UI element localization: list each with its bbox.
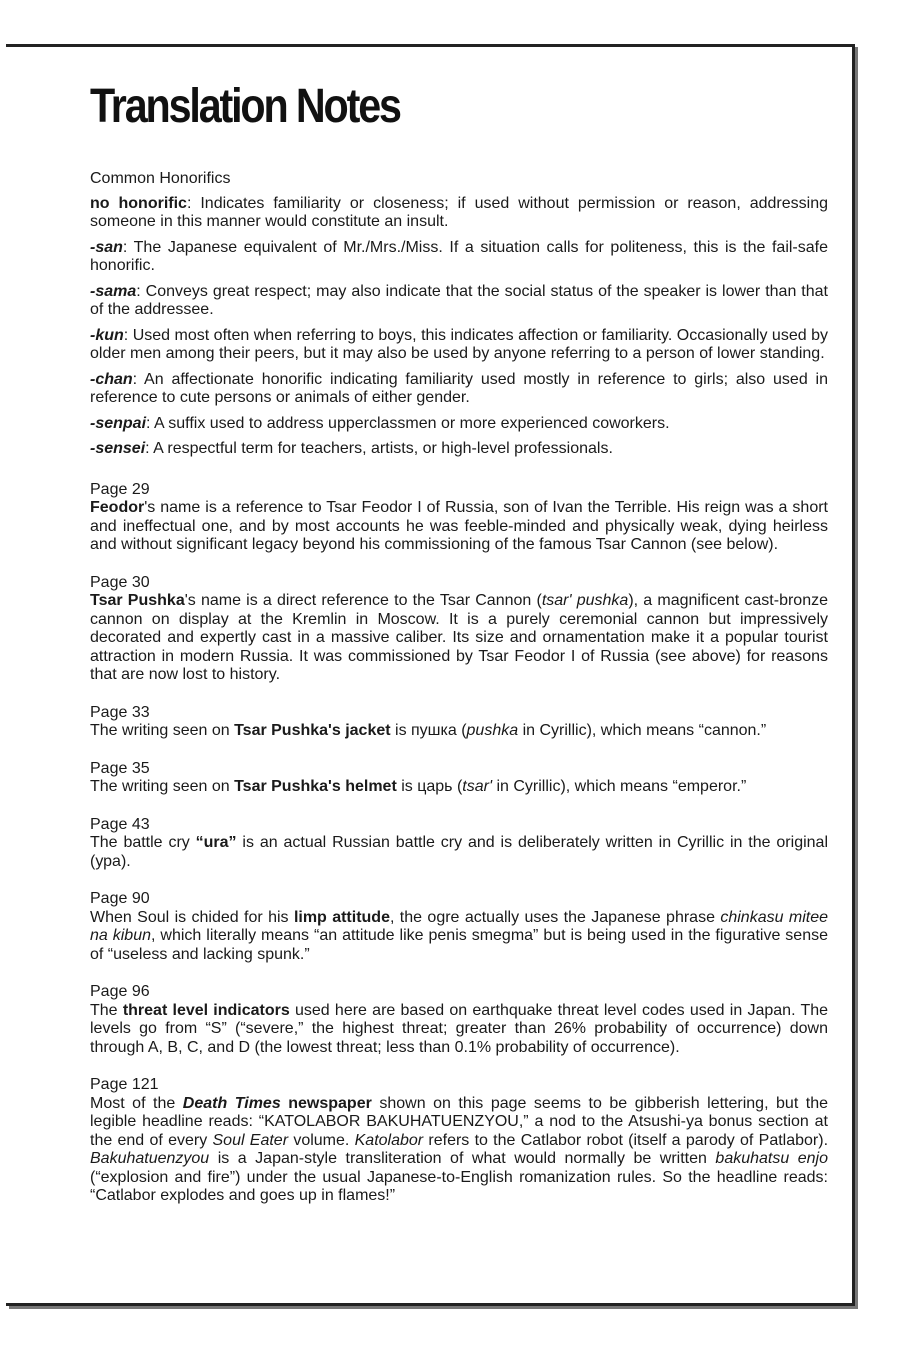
note-text-run: , the ogre actually uses the Japanese phrase	[389, 908, 721, 926]
note-text-run: bakuhatsu enjo	[715, 1150, 829, 1167]
note-text	[90, 1002, 828, 1058]
note-text-run: The writing seen on	[90, 722, 235, 739]
note-text	[90, 1095, 828, 1206]
note-text	[90, 722, 828, 741]
honorific-entry	[90, 371, 828, 408]
translation-note	[90, 704, 828, 741]
honorific-entry	[90, 283, 828, 320]
note-text-run: is царь (	[396, 778, 463, 795]
honorific-term: -kun	[90, 326, 124, 344]
note-text-run: Tsar Pushka's jacket	[234, 722, 391, 739]
note-text-run: in Cyrillic), which means “emperor.”	[492, 778, 747, 795]
honorific-definition: : Used most often when referring to boys, this indicates affection or familiarity. Occasionally used by older men among their peers, but it may also be used by anyone referring to a person of lower standing.	[90, 326, 828, 362]
translation-note	[90, 816, 828, 872]
translation-note	[90, 574, 828, 685]
translation-note	[90, 1076, 828, 1206]
note-text-run: is пушка (	[390, 722, 467, 739]
note-text	[90, 909, 828, 965]
honorific-term: -sama	[90, 282, 137, 300]
honorific-definition: : A suffix used to address upperclassmen or more experienced coworkers.	[146, 414, 670, 432]
note-text-run: , which literally means “an attitude like penis smegma” but is being used in the figurative sense of “useless and lacking spunk.”	[90, 927, 828, 963]
note-text-run: Death Times	[182, 1094, 281, 1112]
note-text-run: When Soul is chided for his	[90, 908, 294, 926]
note-text-run: used here are based on earthquake threat level codes used in Japan. The levels go from “S” (“severe,” the highest threat; greater than 26% probability of occurrence) down through A, B, C, and D (the lowest threat; less than 0.1% probability of occurrence).	[90, 1001, 829, 1056]
note-text-run: 's name is a direct reference to the Tsar Cannon (	[184, 592, 542, 609]
note-text-run: in Cyrillic), which means “cannon.”	[518, 722, 767, 739]
honorifics-list	[90, 195, 828, 459]
honorific-definition: : A respectful term for teachers, artists, or high-level professionals.	[145, 440, 613, 457]
honorific-entry	[90, 195, 828, 232]
honorific-term: -senpai	[90, 414, 147, 432]
note-text	[90, 499, 828, 555]
honorific-definition: : Indicates familiarity or closeness; if used without permission or reason, addressing someone in this manner would constitute an insult.	[90, 194, 828, 230]
note-page-label: Page 96	[90, 983, 150, 1000]
honorific-term: no honorific	[90, 194, 187, 212]
note-text-run: 's name is a reference to Tsar Feodor I of Russia, son of Ivan the Terrible. His reign was a short and ineffectual one, and by most accounts he was feeble-minded and physically weak, dying heirless and without significant legacy beyond his commissioning of the famous Tsar Cannon (see below).	[90, 499, 828, 553]
note-text-run: “ura”	[195, 834, 237, 851]
translation-note	[90, 890, 828, 964]
note-text-run: Katolabor	[354, 1131, 424, 1149]
note-page-label: Page 30	[90, 573, 150, 591]
note-text-run: Bakuhatuenzyou	[90, 1150, 210, 1167]
honorific-term: -san	[90, 238, 123, 256]
note-text-run: Most of the	[90, 1094, 183, 1112]
note-text-run: tsar' pushka	[541, 592, 629, 609]
note-text-run: is a Japan-style transliteration of what would normally be written	[209, 1150, 716, 1167]
note-text-run: threat level indicators	[122, 1001, 290, 1019]
page-title: Translation Notes	[90, 80, 400, 133]
note-text	[90, 592, 828, 685]
note-text	[90, 778, 828, 797]
note-text-run: ), a magnificent cast-bronze cannon on display at the Kremlin in Moscow. It is a purely ceremonial cannon but impressively decorated and expertly cast in a massive caliber. Its size and ornamentation make it a popular tourist attraction in modern Russia. It was commissioned by Tsar Feodor I of Russia (see above) for reasons that are now lost to history.	[90, 592, 828, 683]
note-text-run: limp attitude	[293, 908, 390, 926]
note-page-label: Page 90	[90, 890, 150, 907]
note-page-label: Page 43	[90, 815, 150, 833]
note-text	[90, 834, 828, 871]
notes-list	[90, 481, 828, 1206]
note-text-run: tsar'	[462, 778, 493, 795]
note-text-run: Tsar Pushka	[90, 592, 185, 609]
translation-note	[90, 760, 828, 797]
note-text-run: Soul Eater	[212, 1131, 289, 1149]
note-text-run: chinkasu mitee na kibun	[90, 908, 828, 944]
note-page-label: Page 35	[90, 759, 150, 777]
note-text-run: (“explosion and fire”) under the usual Japanese-to-English romanization rules. So the headline reads: “Catlabor explodes and goes up in flames!”	[90, 1168, 828, 1204]
note-text-run: The	[90, 1001, 123, 1019]
page-content	[90, 80, 828, 1206]
honorific-term: -chan	[90, 370, 133, 388]
honorific-definition: : The Japanese equivalent of Mr./Mrs./Miss. If a situation calls for politeness, this is the fail-safe honorific.	[90, 238, 828, 274]
honorific-entry	[90, 327, 828, 364]
note-text-run: Tsar Pushka's helmet	[234, 778, 397, 795]
honorific-entry	[90, 239, 828, 276]
note-text-run: newspaper	[280, 1094, 372, 1112]
note-text-run: The battle cry	[90, 834, 196, 851]
honorific-definition: : An affectionate honorific indicating familiarity used mostly in reference to girls; also used in reference to cute persons or animals of either gender.	[90, 370, 828, 406]
honorific-entry	[90, 415, 828, 434]
note-text-run: refers to the Catlabor robot (itself a parody of Patlabor).	[423, 1131, 829, 1149]
note-page-label: Page 121	[90, 1076, 159, 1093]
note-text-run: Feodor	[90, 499, 145, 516]
note-page-label: Page 29	[90, 480, 150, 498]
note-text-run: volume.	[288, 1131, 355, 1149]
honorific-entry	[90, 440, 828, 459]
note-text-run: is an actual Russian battle cry and is deliberately written in Cyrillic in the original (ура).	[90, 834, 828, 870]
translation-note	[90, 481, 828, 555]
common-honorifics-heading: Common Honorifics	[90, 170, 231, 187]
honorific-definition: : Conveys great respect; may also indicate that the social status of the speaker is lower than that of the addressee.	[90, 282, 828, 318]
note-page-label: Page 33	[90, 703, 150, 721]
honorific-term: -sensei	[90, 440, 146, 457]
translation-note	[90, 983, 828, 1057]
note-text-run: The writing seen on	[90, 778, 235, 795]
note-text-run: pushka	[466, 722, 519, 739]
note-text-run: shown on this page seems to be gibberish lettering, but the legible headline reads: “KATOLABOR BAKUHATUENZYOU,” a nod to the Atsushi-ya bonus section at the end of every	[90, 1094, 829, 1149]
